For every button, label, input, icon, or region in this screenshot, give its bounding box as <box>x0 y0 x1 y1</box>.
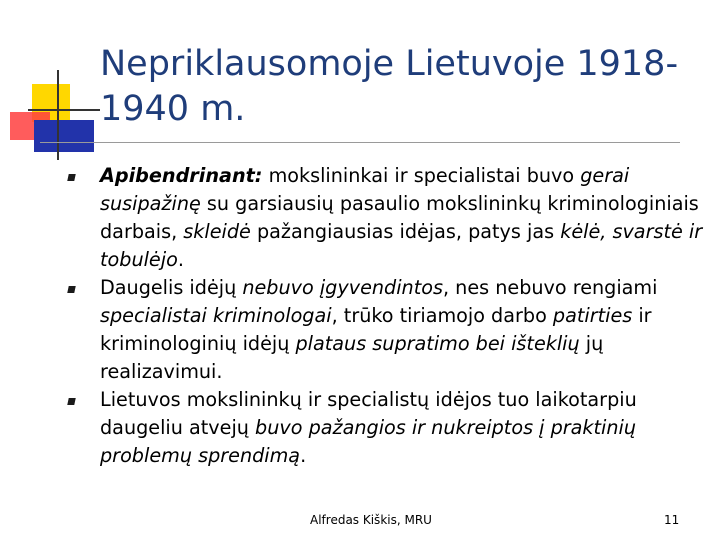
bullet-text-segment: ir kriminologinių idėjų <box>100 304 652 355</box>
bullet-marker-icon <box>67 286 75 293</box>
page-number: 11 <box>664 513 680 527</box>
bullet-text-segment: Lietuvos mokslininkų ir specialistų idėjos tuo laikotarpiu daugeliu atvejų <box>100 388 637 439</box>
title-divider <box>40 142 680 143</box>
bullet-text-segment: mokslininkai ir specialistai buvo <box>262 164 581 187</box>
decorative-squares-graphic <box>0 0 100 170</box>
bullet-item-2 <box>66 274 706 386</box>
bullet-text-segment: , nes nebuvo rengiami <box>442 276 658 299</box>
blue-square <box>34 120 94 152</box>
bullet-text-segment: . <box>177 248 184 271</box>
bullet-list <box>66 162 706 470</box>
bullet-text-segment: Apibendrinant: <box>100 164 263 187</box>
bullet-text-segment: su garsiausių pasaulio mokslininkų kriminologiniais darbais, <box>100 192 699 243</box>
bullet-text-segment: kėlė, svarstė ir tobulėjo <box>100 220 703 271</box>
bullet-text-segment: . <box>300 444 307 467</box>
bullet-text-segment: pažangiausias idėjas, patys jas <box>250 220 561 243</box>
bullet-text-segment: buvo pažangios ir nukreiptos į praktinių problemų sprendimą <box>100 416 637 467</box>
bullet-text-segment: specialistai kriminologai <box>100 304 332 327</box>
slide-title <box>100 42 700 132</box>
title-line-1: Nepriklausomoje Lietuvoje 1918- <box>100 44 679 84</box>
bullet-text-segment: plataus supratimo bei išteklių <box>295 332 580 355</box>
bullet-item-3 <box>66 386 706 470</box>
bullet-text-segment: , trūko tiriamojo darbo <box>331 304 553 327</box>
bullet-text-segment: skleidė <box>183 220 251 243</box>
bullet-text-segment: gerai susipažinę <box>100 164 630 215</box>
bullet-marker-icon <box>67 174 75 181</box>
title-line-2: 1940 m. <box>100 89 246 129</box>
bullet-item-1 <box>66 162 706 274</box>
bullet-text-segment: nebuvo įgyvendintos <box>242 276 443 299</box>
bullet-text-segment: patirties <box>552 304 633 327</box>
bullet-text-segment: Daugelis idėjų <box>100 276 243 299</box>
bullet-marker-icon <box>67 398 75 405</box>
footer-author: Alfredas Kiškis, MRU <box>310 513 432 527</box>
bullet-text-segment: jų realizavimui. <box>100 332 604 383</box>
